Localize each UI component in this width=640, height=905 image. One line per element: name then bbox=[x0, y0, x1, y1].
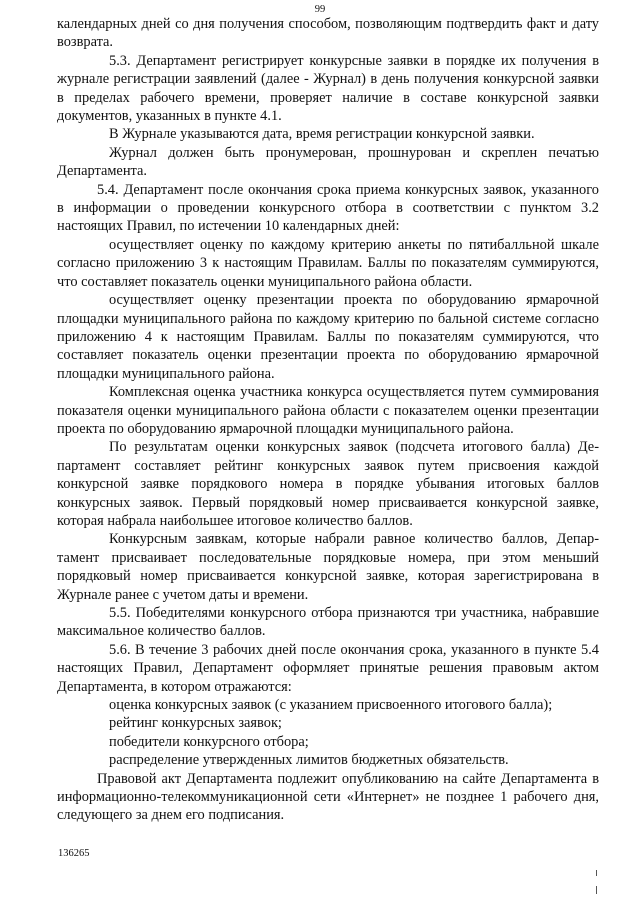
list-item-winners: победители конкурсного отбора; bbox=[109, 733, 309, 750]
paragraph-5-3: 5.3. Департамент регистрирует конкурсные заявки в порядке их получения в журнале регистрации заявлений (далее - Журнал) в день получения конкурсной заявки в пределах рабочего времени, проверяет наличие в составе конкурсной заявки документов, указанных в пункте 4.1. bbox=[57, 52, 599, 125]
scan-edge-mark bbox=[596, 870, 597, 876]
scan-edge-mark bbox=[596, 886, 597, 894]
paragraph-publication: Правовой акт Департамента подлежит опубликованию на сайте Департамента в информационно-телекоммуникационной сети «Интернет» не позднее 1 рабочего дня, следующего за днем его подписания. bbox=[57, 770, 599, 824]
list-item-score: оценка конкурсных заявок (с указанием присвоенного итогового балла); bbox=[109, 697, 553, 714]
paragraph-equal-score: Конкурсным заявкам, которые набрали равное количество баллов, Департамент присваивает последовательные порядковые номера, при этом меньший порядковый номер присваивается конкурсной заявке, которая зарегистрирована в Журнале ранее с учетом даты и времени. bbox=[57, 531, 599, 603]
document-body bbox=[57, 15, 599, 825]
paragraph-questionnaire-evaluation: осуществляет оценку по каждому критерию анкеты по пятибалльной шкале согласно приложению 3 к настоящим Правилам. Баллы по показателям суммируются, что составляет показатель оценки муниципального района области. bbox=[57, 236, 599, 290]
paragraph-complex-evaluation: Комплексная оценка участника конкурса осуществляется путем суммирования показателя оценки муниципального района области с показателем оценки презентации проекта по оборудованию ярмарочной площадки муниципального района. bbox=[57, 384, 599, 437]
document-footer-code: 136265 bbox=[58, 848, 90, 859]
paragraph-continuation: календарных дней со дня получения способом, позволяющим подтвердить факт и дату возврата. bbox=[57, 16, 599, 51]
page-number: 99 bbox=[314, 4, 326, 15]
paragraph-presentation-evaluation: осуществляет оценку презентации проекта по оборудованию ярмарочной площадки муниципального района по каждому критерию по бальной системе согласно приложению 4 к настоящим Правилам. Баллы по показателям суммируются, что составляет показатель оценки презентации проекта по оборудованию ярмарочной площадки муниципального района. bbox=[57, 292, 599, 382]
paragraph-journal-fields: В Журнале указываются дата, время регистрации конкурсной заявки. bbox=[109, 126, 535, 143]
paragraph-rating: По результатам оценки конкурсных заявок (подсчета итогового балла) Департамент составляет рейтинг конкурсных заявок путем присвоения каждой конкурсной заявке порядкового номера в порядке убывания итоговых баллов конкурсных заявок. Первый порядковый номер присваивается конкурсной заявке, которая набрала наибольшее итоговое количество баллов. bbox=[57, 439, 599, 529]
paragraph-5-6: 5.6. В течение 3 рабочих дней после окончания срока, указанного в пункте 5.4 настоящих Правил, Департамент оформляет принятые решения правовым актом Департамента, в котором отражаются: bbox=[57, 641, 599, 695]
paragraph-journal-binding: Журнал должен быть пронумерован, прошнурован и скреплен печатью Департамента. bbox=[57, 144, 599, 180]
paragraph-5-4: 5.4. Департамент после окончания срока приема конкурсных заявок, указанного в информации о проведении конкурсного отбора в соответствии с пунктом 3.2 настоящих Правил, по истечении 10 календарных дней: bbox=[57, 181, 599, 235]
list-item-limits: распределение утвержденных лимитов бюджетных обязательств. bbox=[109, 752, 509, 769]
list-item-rating: рейтинг конкурсных заявок; bbox=[109, 715, 282, 732]
paragraph-5-5: 5.5. Победителями конкурсного отбора признаются три участника, набравшие максимальное количество баллов. bbox=[57, 605, 599, 640]
